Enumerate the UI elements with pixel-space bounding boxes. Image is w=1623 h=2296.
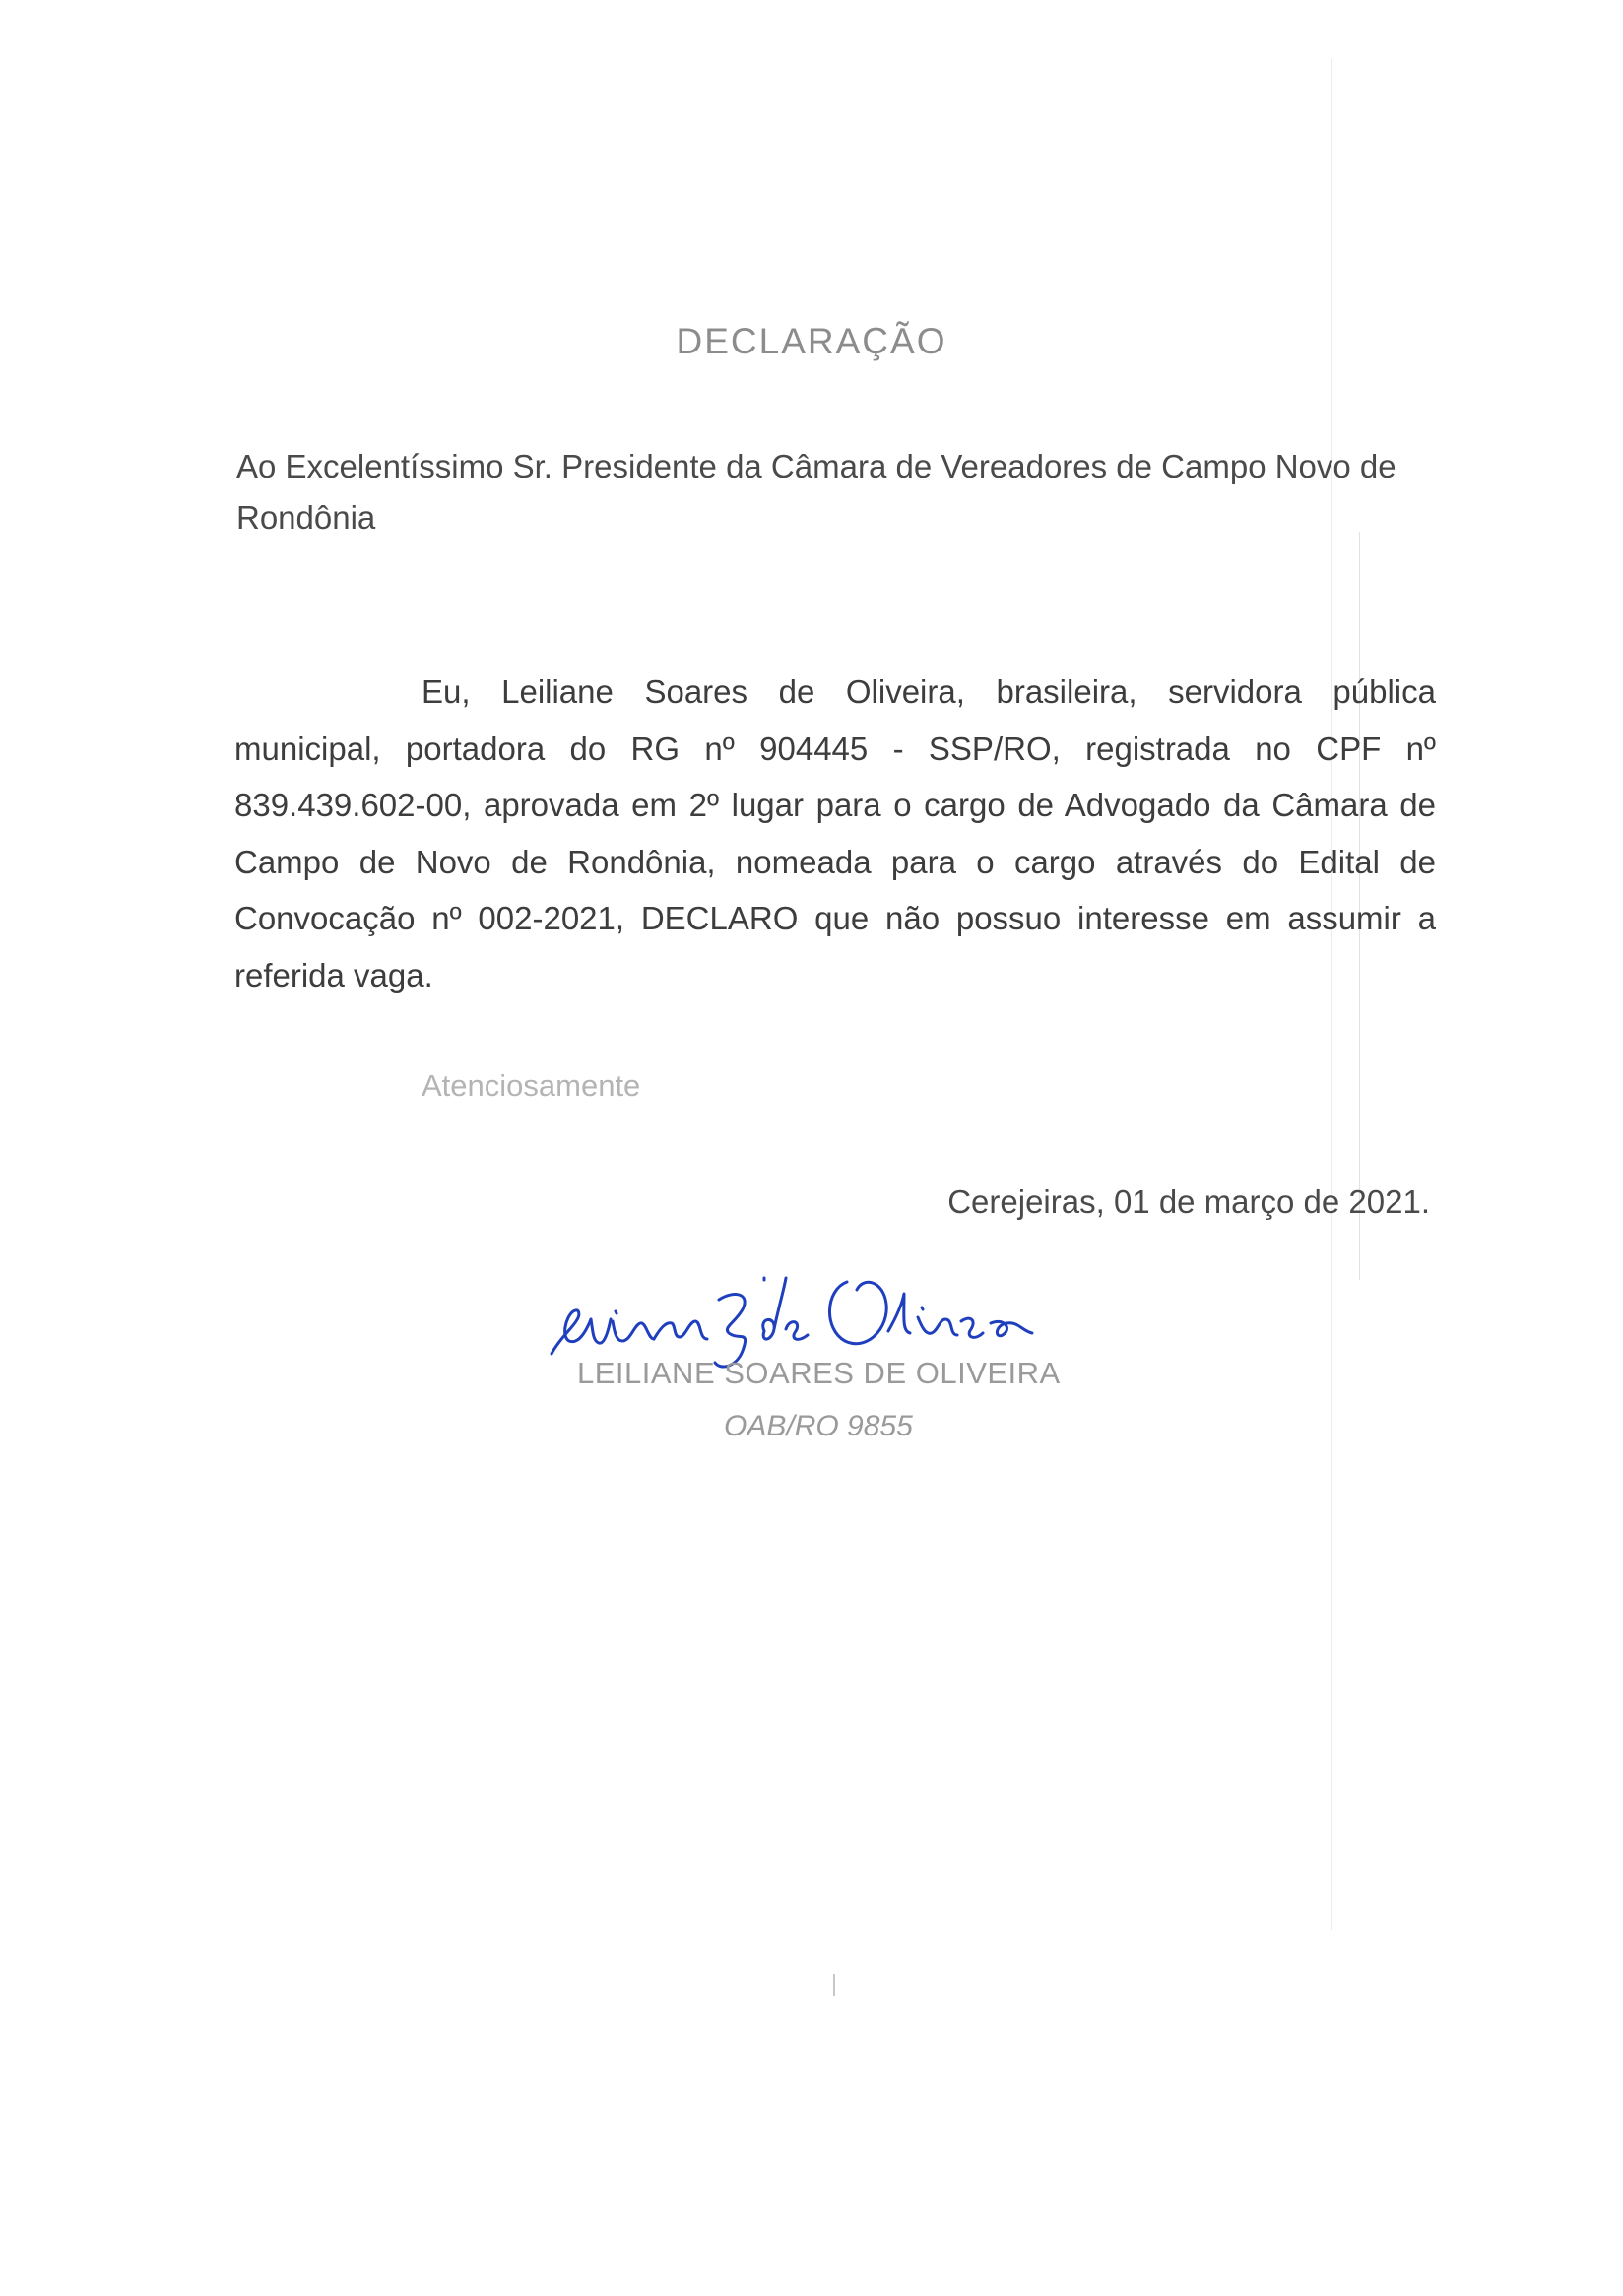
place-and-date: Cerejeiras, 01 de março de 2021. <box>947 1183 1430 1220</box>
closing-salutation: Atenciosamente <box>422 1068 641 1103</box>
signer-oab-registration: OAB/RO 9855 <box>724 1410 913 1442</box>
scan-mark <box>833 1974 835 1996</box>
signer-name: LEILIANE SOARES DE OLIVEIRA <box>577 1356 1061 1390</box>
declaration-body: Eu, Leiliane Soares de Oliveira, brasileira, servidora pública municipal, portadora do RG nº 904445 - SSP/RO, registrada no CPF nº 839.439.602-00, aprovada em 2º lugar para o cargo de Advogado da Câmara de Campo de Novo de Rondônia, nomeada para o cargo através do Edital de Convocação nº 002-2021, DECLARO que não possuo interesse em assumir a referida vaga. <box>234 673 1436 993</box>
addressee: Ao Excelentíssimo Sr. Presidente da Câmara de Vereadores de Campo Novo de Rondônia <box>236 448 1396 536</box>
document-title: DECLARAÇÃO <box>676 321 947 361</box>
